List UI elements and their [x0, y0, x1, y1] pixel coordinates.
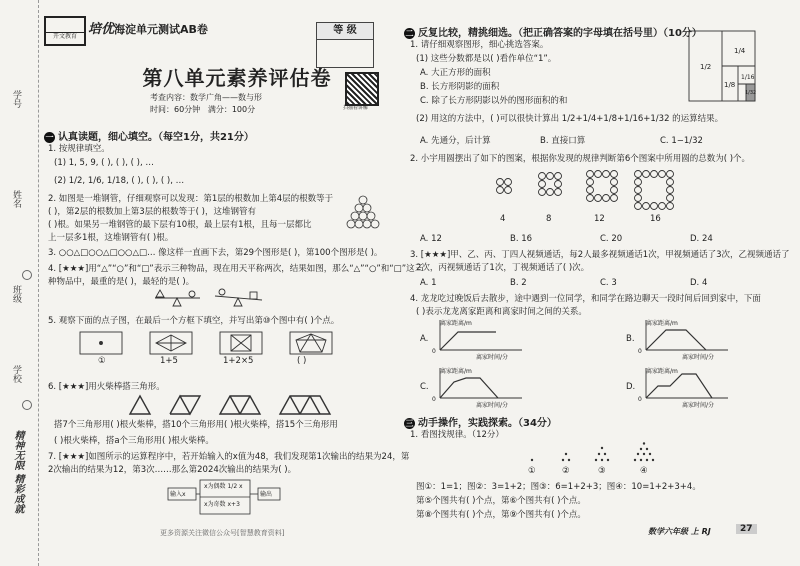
time-text: 时间：60分钟 [150, 105, 201, 114]
circle-pattern-figure [486, 170, 696, 216]
footer-note: 更多资源关注微信公众号[智慧教育资料] [160, 529, 285, 537]
sq-thirtysecond: 1/32 [745, 90, 757, 96]
graph-d-origin: 0 [638, 396, 642, 403]
graph-b-origin: 0 [638, 348, 642, 355]
name-label: 姓名 [11, 190, 21, 208]
sq-eighth: 1/8 [724, 81, 736, 89]
graph-a-xlabel: 离家时间/分 [476, 354, 509, 361]
r1-sub-opt-c: C. 1−1/32 [660, 136, 703, 146]
flow-f2: x+3 [227, 501, 240, 508]
s1-label-2: ② [562, 466, 570, 476]
flow-even: x为偶数 1/2 x [204, 483, 243, 490]
graph-c-origin: 0 [432, 396, 436, 403]
r1-line1: 1. 请仔细观察图形，细心挑选答案。 [410, 40, 549, 50]
subject-label: 数学六年级 上 RJ [648, 527, 711, 536]
r2-line1: 2. 小宇用圆摆出了如下的图案，根据你发现的规律判断第6个图案中所用圆的总数为( )个。 [410, 154, 751, 164]
r1-opt-c: C. 除了长方形阴影以外的图形面积的和 [420, 96, 568, 106]
q5-label-4: ( ) [297, 356, 307, 366]
sq-sixteenth: 1/16 [741, 74, 755, 81]
grade-label: 等 级 [317, 23, 373, 40]
q1-row1: (1) 1, 5, 9, ( ), ( ), ( ), … [54, 158, 154, 168]
sq-half: 1/2 [700, 63, 712, 71]
r1-sub-opt-b: B. 直接口算 [540, 136, 586, 146]
graph-c-label: C. [420, 382, 429, 392]
r1-opt-b: B. 长方形阴影的面积 [420, 82, 500, 92]
graph-d [642, 366, 732, 402]
matchstick-triangles-figure [120, 394, 340, 416]
q2-line1: 2. 如图是一堆钢管，仔细观察可以发现：第1层的根数加上第4层的根数等于 [48, 194, 334, 204]
r1-sub-opt-a: A. 先通分，后计算 [420, 136, 491, 146]
r3-opt-b: B. 2 [510, 278, 527, 288]
triangular-dots-figure [520, 442, 670, 466]
s1-line3: 第⑤个图共有( )个点，第⑥个图共有( )个点。 [416, 496, 586, 506]
pipe-stack-figure [338, 194, 388, 242]
sq-quarter: 1/4 [734, 47, 746, 55]
q4-line2: 种物品中，最重的是( )，最轻的是( )。 [48, 277, 195, 287]
q1-text: 1. 按规律填空。 [48, 144, 110, 154]
s1-label-3: ③ [598, 466, 606, 476]
r2-opt-d: D. 24 [690, 234, 713, 244]
graph-c-xlabel: 离家时间/分 [476, 402, 509, 409]
q2-line2: ( )，第2层的根数加上第3层的根数等于( )，这堆钢管有 [48, 207, 256, 217]
r2-num-4: 16 [650, 214, 661, 224]
graph-b [642, 318, 732, 354]
q5-label-3: 1+2×5 [223, 356, 254, 366]
binding-hole [22, 400, 32, 410]
flow-f1: 1/2 x [227, 483, 243, 490]
r1-line2: (1) 这些分数都是以( )看作单位“1”。 [416, 54, 557, 64]
section-2-heading: 二 反复比较，精挑细选。（把正确答案的字母填在括号里）（10分） [405, 28, 702, 39]
q6-line2: 搭7个三角形用( )根火柴棒，搭10个三角形用( )根火柴棒，搭15个三角形用 [54, 420, 338, 430]
q5-text: 5. 观察下面的点子图，在最后一个方框下填空，并写出第⑩个图中有( )个点。 [48, 316, 340, 326]
q6-line1: 6. [★★★]用火柴棒搭三角形。 [48, 382, 165, 392]
slogan: 精神无限 精彩成就 [12, 430, 23, 514]
r2-opt-a: A. 12 [420, 234, 442, 244]
page-title: 第八单元素养评估卷 [142, 66, 332, 90]
binding-margin [0, 0, 39, 566]
q7-line1: 7. [★★★]如图所示的运算程序中，若开始输入的x值为48，我们发现第1次输出的结果为24，第 [48, 452, 410, 462]
r4-line2: ( )表示龙龙离家距离和离家时间之间的关系。 [416, 307, 587, 317]
q4-line1: 4. [★★★]用“△”“○”和“□”表示三种物品，现在用天平称两次，结果如图，那么“△”“○”和“□”这三 [48, 264, 424, 274]
section-3-heading: 三 动手操作，实践探索。（34分） [405, 418, 557, 429]
school-label: 学校 [11, 365, 21, 383]
page-number: 27 [736, 524, 757, 534]
r1-line3: (2) 用这的方法中，( )可以很快计算出 1/2+1/4+1/8+1/16+1/32 的运算结果。 [416, 114, 724, 124]
r2-num-3: 12 [594, 214, 605, 224]
s1-line4: 第⑧个图共有( )个点，第⑨个图共有( )个点。 [416, 510, 586, 520]
qr-code [345, 72, 379, 106]
r2-opt-b: B. 16 [510, 234, 533, 244]
flow-output: 输出 [260, 491, 273, 498]
q5-label-2: 1+5 [160, 356, 178, 366]
r2-opt-c: C. 20 [600, 234, 623, 244]
graph-c-ylabel: 离家距离/m [440, 368, 472, 375]
s1-line1: 1. 看图找规律。（12分） [410, 430, 504, 440]
r3-opt-a: A. 1 [420, 278, 437, 288]
graph-b-label: B. [626, 334, 635, 344]
q1-row2: (2) 1/2, 1/6, 1/18, ( ), ( ), ( ), … [54, 176, 185, 186]
q7-line2: 2次输出的结果为12，第3次……那么第2024次输出的结果为( )。 [48, 465, 297, 475]
r4-line1: 4. 龙龙吃过晚饭后去散步，途中遇到一位同学，和同学在路边聊天一段时间后回到家中，下面 [410, 294, 761, 304]
graph-b-ylabel: 离家距离/m [646, 320, 678, 327]
student-id-label: 学号 [11, 90, 21, 108]
time-score-line [150, 104, 255, 115]
graph-c [436, 366, 526, 402]
balance-scales-figure [150, 286, 270, 308]
section-1-heading: 一 认真读题，细心填空。（每空1分，共21分） [45, 132, 254, 143]
graph-a [436, 318, 526, 354]
graph-d-ylabel: 离家距离/m [646, 368, 678, 375]
s1-label-4: ④ [640, 466, 648, 476]
graph-a-origin: 0 [432, 348, 436, 355]
class-label: 班级 [11, 285, 21, 303]
topic-line: 考查内容：数学广角——数与形 [150, 93, 262, 102]
r3-line2: 2次，丙视频通话了1次，丁视频通话了( )次。 [416, 263, 590, 273]
r3-opt-d: D. 4 [690, 278, 708, 288]
brand-title: 培优海淀单元测试AB卷 [88, 22, 208, 37]
score-text: 满分：100分 [207, 105, 256, 114]
qr-label: 扫描看讲解 [343, 105, 369, 111]
q2-line3: ( )根。如果另一堆钢管的最下层有10根，最上层有1根，且每一层都比 [48, 220, 312, 230]
graph-a-ylabel: 离家距离/m [440, 320, 472, 327]
brand-script: 培优 [88, 22, 115, 37]
q2-line4: 上一层多1根，这堆钢管有( )根。 [48, 233, 174, 243]
r2-num-1: 4 [500, 214, 506, 224]
graph-d-label: D. [626, 382, 636, 392]
q6-line3: ( )根火柴棒，搭a个三角形用( )根火柴棒。 [54, 436, 214, 446]
r2-num-2: 8 [546, 214, 552, 224]
flow-input: 输入x [170, 491, 186, 498]
flow-odd: x为奇数 x+3 [204, 501, 240, 508]
q5-label-1: ① [98, 356, 106, 366]
graph-a-label: A. [420, 334, 429, 344]
r3-opt-c: C. 3 [600, 278, 617, 288]
s1-label-1: ① [528, 466, 536, 476]
r3-line1: 3. [★★★]甲、乙、丙、丁四人视频通话，每2人最多视频通话1次，甲视频通话了3次，乙视频通话了 [410, 250, 790, 260]
q3-text: 3. ○○△□○○△□○○△□… 像这样一直画下去，第29个图形是( )，第100个图形是( )。 [48, 248, 383, 258]
publisher-logo: 开文教育 [44, 16, 86, 46]
graph-d-xlabel: 离家时间/分 [682, 402, 715, 409]
s1-line2: 图①：1=1；图②：3=1+2；图③：6=1+2+3；图④：10=1+2+3+4。 [416, 482, 701, 492]
r1-opt-a: A. 大正方形的面积 [420, 68, 491, 78]
graph-b-xlabel: 离家时间/分 [682, 354, 715, 361]
binding-hole [22, 270, 32, 280]
